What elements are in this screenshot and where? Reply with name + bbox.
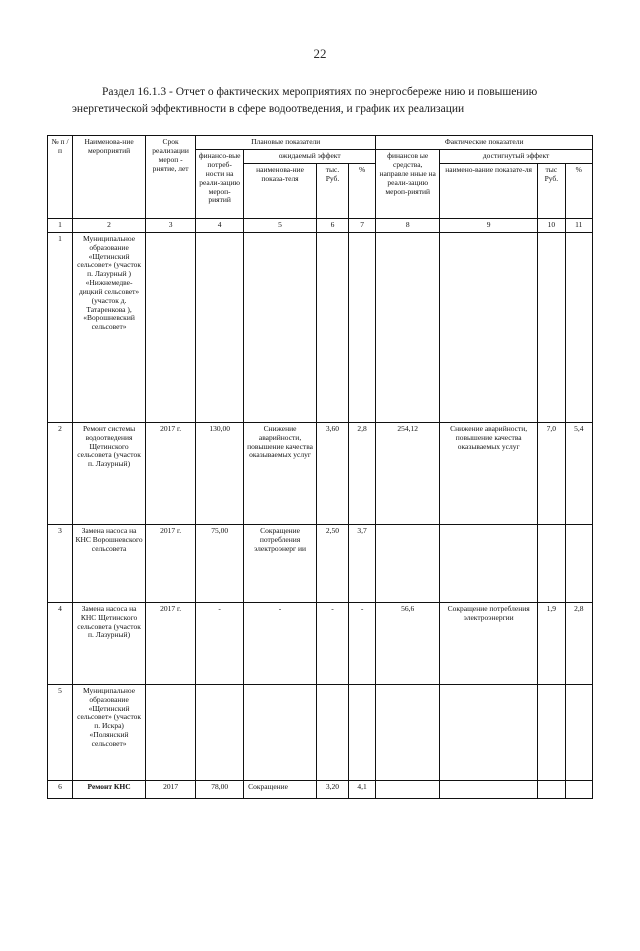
header-fact-effect-pct: % xyxy=(565,164,592,219)
header-actual-group: Фактические показатели xyxy=(376,136,593,150)
cell-fact-effect-thous: 1,9 xyxy=(538,602,565,684)
cell-name: Замена насоса на КНС Ворошневского сельсовета xyxy=(73,524,146,602)
cell-plan-effect-thous xyxy=(317,684,349,780)
cell-np: 5 xyxy=(48,684,73,780)
table-row xyxy=(48,524,593,602)
cell-fact-effect-thous xyxy=(538,232,565,422)
energy-efficiency-report-table xyxy=(47,135,593,799)
header-name: Наименова-ние мероприятий xyxy=(73,136,146,219)
cell-plan-finance: 78,00 xyxy=(196,780,244,798)
cell-term: 2017 xyxy=(146,780,196,798)
page-title: Раздел 16.1.3 - Отчет о фактических мероприятиях по энергосбереже нию и повышению энергетической эффективности в сфере водоотведения, и график их реализации xyxy=(72,86,538,115)
cell-fact-finance xyxy=(376,780,440,798)
cell-fact-effect-name xyxy=(440,232,538,422)
cell-plan-effect-name xyxy=(244,232,317,422)
colnum-1: 1 xyxy=(48,219,73,233)
table-row xyxy=(48,780,593,798)
header-np: № п / п xyxy=(48,136,73,219)
cell-term: 2017 г. xyxy=(146,602,196,684)
header-plan-effect-name: наименова-ние показа-теля xyxy=(244,164,317,219)
cell-plan-effect-thous: - xyxy=(317,602,349,684)
cell-plan-effect-name xyxy=(244,684,317,780)
cell-fact-effect-pct xyxy=(565,684,592,780)
cell-name: Муниципальное образование «Щетинский сельсовет» (участок п. Лазурный ) «Нижнемедве-дицкий сельсовет» (участок д. Татаренкова ), «Ворошневский сельсовет» xyxy=(73,232,146,422)
cell-plan-finance: - xyxy=(196,602,244,684)
cell-np: 2 xyxy=(48,422,73,524)
table-row xyxy=(48,232,593,422)
header-term: Срок реализации мероп - рнятие, лет xyxy=(146,136,196,219)
cell-np: 4 xyxy=(48,602,73,684)
cell-name: Ремонт КНС xyxy=(73,780,146,798)
cell-fact-effect-thous xyxy=(538,780,565,798)
cell-term xyxy=(146,684,196,780)
cell-plan-effect-pct xyxy=(348,232,375,422)
cell-plan-finance xyxy=(196,232,244,422)
colnum-5: 5 xyxy=(244,219,317,233)
header-plan-finance: финансо-вые потреб-ности на реали-зацию мероп-риятий xyxy=(196,150,244,219)
header-fact-effect-thous: тыс Руб. xyxy=(538,164,565,219)
column-numbers-row xyxy=(48,219,593,233)
cell-fact-effect-pct xyxy=(565,232,592,422)
cell-np: 6 xyxy=(48,780,73,798)
header-planned-group: Плановые показатели xyxy=(196,136,376,150)
cell-plan-effect-pct: 3,7 xyxy=(348,524,375,602)
cell-fact-finance xyxy=(376,684,440,780)
cell-np: 3 xyxy=(48,524,73,602)
header-fact-effect-name: наимено-вание показате-ля xyxy=(440,164,538,219)
header-fact-effect: достигнутый эффект xyxy=(440,150,593,164)
cell-fact-effect-thous: 7,0 xyxy=(538,422,565,524)
cell-plan-finance xyxy=(196,684,244,780)
cell-plan-effect-name: - xyxy=(244,602,317,684)
table-row xyxy=(48,422,593,524)
cell-plan-effect-pct: - xyxy=(348,602,375,684)
cell-plan-effect-thous: 2,50 xyxy=(317,524,349,602)
cell-name: Ремонт системы водоотведения Щетинского сельсовета (участок п. Лазурный) xyxy=(73,422,146,524)
cell-plan-effect-thous: 3,60 xyxy=(317,422,349,524)
cell-fact-finance xyxy=(376,524,440,602)
colnum-6: 6 xyxy=(317,219,349,233)
cell-plan-finance: 130,00 xyxy=(196,422,244,524)
table-row xyxy=(48,602,593,684)
document-page xyxy=(0,46,640,951)
cell-term xyxy=(146,232,196,422)
colnum-7: 7 xyxy=(348,219,375,233)
colnum-11: 11 xyxy=(565,219,592,233)
cell-fact-effect-name xyxy=(440,684,538,780)
cell-plan-effect-name: Сокращение xyxy=(244,780,317,798)
cell-name: Муниципальное образование «Щетинский сельсовет» (участок п. Искра) «Полянский сельсовет» xyxy=(73,684,146,780)
cell-fact-effect-name: Сокращение потребления электроэнергии xyxy=(440,602,538,684)
cell-fact-effect-name xyxy=(440,524,538,602)
header-plan-effect-pct: % xyxy=(348,164,375,219)
cell-fact-effect-pct: 5,4 xyxy=(565,422,592,524)
cell-np: 1 xyxy=(48,232,73,422)
colnum-10: 10 xyxy=(538,219,565,233)
colnum-4: 4 xyxy=(196,219,244,233)
colnum-9: 9 xyxy=(440,219,538,233)
cell-plan-effect-name: Снижение аварийности, повышение качества оказываемых услуг xyxy=(244,422,317,524)
cell-fact-effect-thous xyxy=(538,684,565,780)
cell-fact-finance: 254,12 xyxy=(376,422,440,524)
cell-plan-effect-pct: 4,1 xyxy=(348,780,375,798)
page-number: 22 xyxy=(313,46,327,61)
cell-plan-effect-pct xyxy=(348,684,375,780)
cell-plan-effect-name: Сокращение потребления электроэнерг ии xyxy=(244,524,317,602)
cell-plan-effect-thous: 3,20 xyxy=(317,780,349,798)
colnum-8: 8 xyxy=(376,219,440,233)
cell-fact-effect-thous xyxy=(538,524,565,602)
header-plan-effect-thous: тыс. Руб. xyxy=(317,164,349,219)
cell-fact-effect-pct xyxy=(565,524,592,602)
cell-fact-effect-name xyxy=(440,780,538,798)
table-row xyxy=(48,684,593,780)
cell-fact-effect-name: Снижение аварийности, повышение качества оказываемых услуг xyxy=(440,422,538,524)
cell-term: 2017 г. xyxy=(146,422,196,524)
cell-plan-effect-thous xyxy=(317,232,349,422)
cell-fact-finance: 56,6 xyxy=(376,602,440,684)
cell-term: 2017 г. xyxy=(146,524,196,602)
cell-fact-effect-pct xyxy=(565,780,592,798)
cell-fact-finance xyxy=(376,232,440,422)
colnum-2: 2 xyxy=(73,219,146,233)
cell-plan-finance: 75,00 xyxy=(196,524,244,602)
header-plan-effect: ожидаемый эффект xyxy=(244,150,376,164)
cell-fact-effect-pct: 2,8 xyxy=(565,602,592,684)
header-fact-finance: финансов ые средства, направле нные на реали-зацию мероп-риятий xyxy=(376,150,440,219)
cell-name: Замена насоса на КНС Щетинского сельсовета (участок п. Лазурный) xyxy=(73,602,146,684)
cell-plan-effect-pct: 2,8 xyxy=(348,422,375,524)
colnum-3: 3 xyxy=(146,219,196,233)
